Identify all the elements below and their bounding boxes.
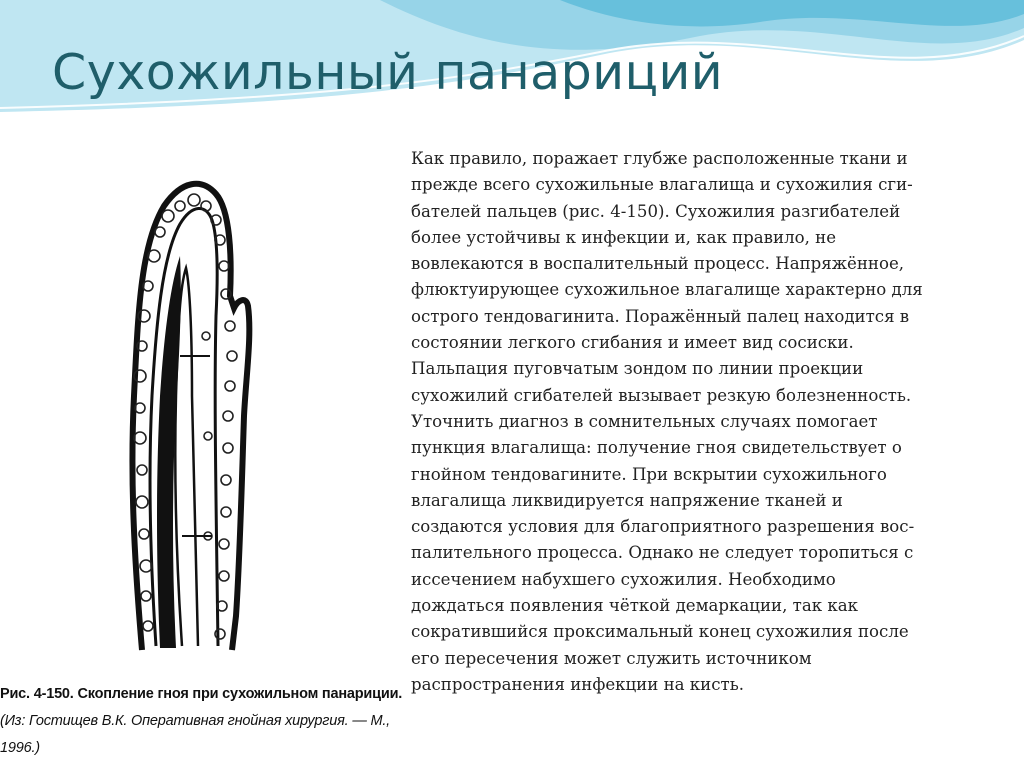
body-line: сухожилий сгибателей вызывает резкую болезненность.	[411, 385, 912, 405]
body-line: более устойчивы к инфекции и, как правило, не	[411, 227, 837, 247]
body-line: прежде всего сухожильные влагалища и сухожилия сги-	[411, 175, 913, 195]
body-line: пункция влагалища: получение гноя свидетельствует о	[411, 438, 902, 458]
figure-caption-source-year: 1996.)	[0, 740, 40, 756]
body-text	[411, 146, 1011, 698]
body-line: острого тендовагинита. Поражённый палец находится в	[411, 306, 910, 326]
body-line: Уточнить диагноз в сомнительных случаях помогает	[411, 411, 878, 431]
finger-cross-section-illustration-icon	[120, 176, 260, 654]
body-line: влагалища ликвидируется напряжение тканей и	[411, 490, 843, 510]
figure-caption-title: Рис. 4-150. Скопление гноя при сухожильном панариции.	[0, 686, 403, 702]
tissue-texture	[134, 194, 237, 639]
body-line: сократившийся проксимальный конец сухожилия после	[411, 622, 909, 642]
body-line: дождаться появления чёткой демаркации, так как	[411, 596, 859, 616]
figure-caption-source: (Из: Гостищев В.К. Оперативная гнойная хирургия. — М.,	[0, 713, 390, 729]
body-line: палительного процесса. Однако не следует торопиться с	[411, 543, 914, 563]
body-line: Как правило, поражает глубже расположенные ткани и	[411, 149, 908, 168]
body-line: создаются условия для благоприятного разрешения вос-	[411, 517, 915, 537]
pus-accumulation	[157, 256, 181, 648]
body-line: иссечением набухшего сухожилия. Необходимо	[411, 569, 836, 589]
body-line: распространения инфекции на кисть.	[411, 674, 745, 694]
body-line: бателей пальцев (рис. 4-150). Сухожилия разгибателей	[411, 201, 901, 221]
joint-lines	[180, 356, 212, 536]
figure-caption	[0, 681, 403, 762]
figure-panel	[0, 174, 403, 767]
body-line: вовлекаются в воспалительный процесс. Напряжённое,	[411, 254, 905, 274]
body-line: Пальпация пуговчатым зондом по линии проекции	[411, 359, 864, 379]
slide-title: Сухожильный панариций	[52, 44, 724, 101]
body-line: флюктуирующее сухожильное влагалище характерно для	[411, 280, 923, 300]
body-line: состоянии легкого сгибания и имеет вид сосиски.	[411, 333, 854, 353]
body-line: его пересечения может служить источником	[411, 648, 812, 668]
body-line: гнойном тендовагините. При вскрытии сухожильного	[411, 464, 887, 484]
